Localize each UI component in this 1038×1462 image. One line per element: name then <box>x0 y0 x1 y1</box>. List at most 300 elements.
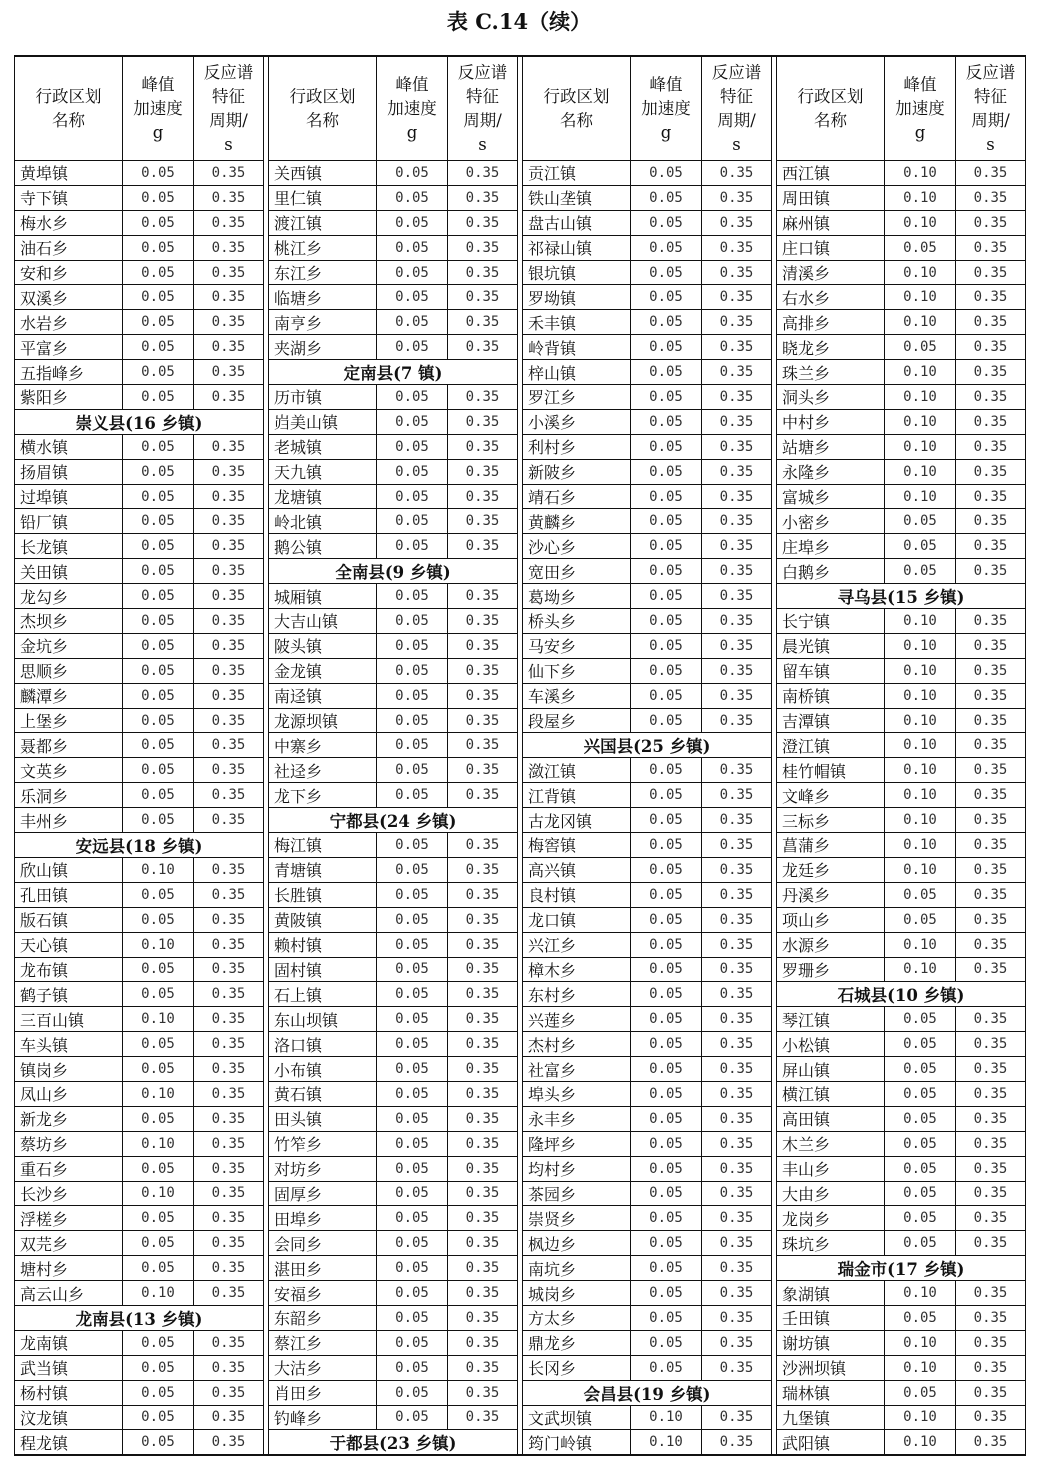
district-name-cell: 黄麟乡 <box>523 509 631 533</box>
characteristic-period-cell: 0.35 <box>465 1334 500 1351</box>
district-name-cell: 赖村镇 <box>269 933 377 957</box>
county-section-header: 全南县(9 乡镇) <box>269 559 517 584</box>
table-body <box>523 161 771 1454</box>
characteristic-period-cell: 0.35 <box>211 563 246 580</box>
peak-acceleration-cell: 0.10 <box>885 1281 956 1305</box>
characteristic-period-cell: 0.35 <box>211 1085 246 1102</box>
characteristic-period-cell: 0.35 <box>719 762 754 779</box>
peak-acceleration-cell: 0.05 <box>631 1032 702 1056</box>
district-name-cell: 青塘镇 <box>269 858 377 882</box>
table-row <box>777 808 1025 833</box>
table-row <box>777 1381 1025 1406</box>
peak-acceleration-cell: 0.05 <box>885 509 956 533</box>
district-name-cell: 崇贤乡 <box>523 1206 631 1230</box>
peak-acceleration-cell: 0.05 <box>123 360 194 384</box>
characteristic-period-cell: 0.35 <box>719 1235 754 1252</box>
characteristic-period-cell: 0.35 <box>973 1135 1008 1152</box>
district-name-cell: 长胜镇 <box>269 883 377 907</box>
table-row <box>269 410 517 435</box>
characteristic-period-cell: 0.35 <box>465 886 500 903</box>
peak-acceleration-cell: 0.05 <box>377 335 448 359</box>
characteristic-period-cell: 0.35 <box>719 289 754 306</box>
characteristic-period-cell: 0.35 <box>211 214 246 231</box>
table-row <box>777 1082 1025 1107</box>
district-name-cell: 罗珊乡 <box>777 958 885 982</box>
table-row <box>15 908 263 933</box>
table-row <box>269 1231 517 1256</box>
table-row <box>523 1430 771 1454</box>
district-name-cell: 留车镇 <box>777 659 885 683</box>
characteristic-period-cell: 0.35 <box>973 413 1008 430</box>
table-row <box>777 310 1025 335</box>
table-row <box>777 659 1025 684</box>
peak-acceleration-cell: 0.05 <box>885 883 956 907</box>
table-row <box>523 1132 771 1157</box>
district-name-cell: 大吉山镇 <box>269 609 377 633</box>
district-name-cell: 东村乡 <box>523 982 631 1006</box>
table-row <box>269 1132 517 1157</box>
district-name-cell: 三百山镇 <box>15 1007 123 1031</box>
characteristic-period-cell: 0.35 <box>465 762 500 779</box>
district-name-cell: 中寨乡 <box>269 733 377 757</box>
characteristic-period-cell: 0.35 <box>465 164 500 181</box>
district-name-cell: 仙下乡 <box>523 659 631 683</box>
peak-acceleration-cell: 0.05 <box>631 883 702 907</box>
characteristic-period-cell: 0.35 <box>973 861 1008 878</box>
table-row <box>269 1032 517 1057</box>
header-name-label: 行政区划 名称 <box>35 86 102 130</box>
header-pga <box>631 57 702 160</box>
characteristic-period-cell: 0.35 <box>465 1085 500 1102</box>
characteristic-period-cell: 0.35 <box>973 662 1008 679</box>
district-name-cell: 田头镇 <box>269 1107 377 1131</box>
peak-acceleration-cell: 0.05 <box>123 958 194 982</box>
district-name-cell: 扬眉镇 <box>15 460 123 484</box>
district-name-cell: 中村乡 <box>777 410 885 434</box>
peak-acceleration-cell: 0.05 <box>123 385 194 409</box>
characteristic-period-cell: 0.35 <box>465 438 500 455</box>
peak-acceleration-cell: 0.05 <box>631 609 702 633</box>
district-name-cell: 龙口镇 <box>523 908 631 932</box>
peak-acceleration-cell: 0.05 <box>377 783 448 807</box>
characteristic-period-cell: 0.35 <box>465 1135 500 1152</box>
peak-acceleration-cell: 0.10 <box>885 485 956 509</box>
peak-acceleration-cell: 0.05 <box>631 684 702 708</box>
district-name-cell: 小布镇 <box>269 1057 377 1081</box>
table-row <box>777 559 1025 584</box>
peak-acceleration-cell: 0.05 <box>885 534 956 558</box>
characteristic-period-cell: 0.35 <box>719 314 754 331</box>
district-name-cell: 浮槎乡 <box>15 1206 123 1230</box>
header-period-label: 反应谱 特征 周期/ s <box>457 62 508 154</box>
characteristic-period-cell: 0.35 <box>211 961 246 978</box>
district-name-cell: 盘古山镇 <box>523 211 631 235</box>
table-row <box>523 534 771 559</box>
characteristic-period-cell: 0.35 <box>973 463 1008 480</box>
district-name-cell: 茶园乡 <box>523 1182 631 1206</box>
peak-acceleration-cell: 0.05 <box>123 634 194 658</box>
peak-acceleration-cell: 0.05 <box>631 559 702 583</box>
characteristic-period-cell: 0.35 <box>973 339 1008 356</box>
peak-acceleration-cell: 0.10 <box>631 1430 702 1454</box>
peak-acceleration-cell: 0.10 <box>885 310 956 334</box>
district-name-cell: 历市镇 <box>269 385 377 409</box>
district-name-cell: 罗坳镇 <box>523 285 631 309</box>
district-name-cell: 珠坑乡 <box>777 1231 885 1255</box>
peak-acceleration-cell: 0.05 <box>885 1231 956 1255</box>
district-name-cell: 丰州乡 <box>15 808 123 832</box>
characteristic-period-cell: 0.35 <box>465 787 500 804</box>
county-section-header: 于都县(23 乡镇) <box>329 1434 457 1454</box>
table-row <box>777 335 1025 360</box>
peak-acceleration-cell: 0.05 <box>631 385 702 409</box>
table-row <box>15 933 263 958</box>
header-pga <box>377 57 448 160</box>
table-row <box>15 684 263 709</box>
peak-acceleration-cell: 0.10 <box>885 211 956 235</box>
table-row <box>523 982 771 1007</box>
district-name-cell: 南迳镇 <box>269 684 377 708</box>
peak-acceleration-cell: 0.05 <box>377 410 448 434</box>
district-name-cell: 珠兰乡 <box>777 360 885 384</box>
peak-acceleration-cell: 0.05 <box>377 161 448 185</box>
district-name-cell: 潋江镇 <box>523 758 631 782</box>
table-row <box>777 360 1025 385</box>
table-row <box>523 335 771 360</box>
peak-acceleration-cell: 0.05 <box>123 733 194 757</box>
table-row <box>269 186 517 211</box>
characteristic-period-cell: 0.35 <box>973 911 1008 928</box>
peak-acceleration-cell: 0.05 <box>631 1182 702 1206</box>
table-column-group-4 <box>776 57 1026 1454</box>
characteristic-period-cell: 0.35 <box>719 936 754 953</box>
table-row <box>269 1107 517 1132</box>
peak-acceleration-cell: 0.05 <box>631 1256 702 1280</box>
characteristic-period-cell: 0.35 <box>719 961 754 978</box>
table-row <box>523 584 771 609</box>
peak-acceleration-cell: 0.05 <box>377 1082 448 1106</box>
peak-acceleration-cell: 0.05 <box>631 1157 702 1181</box>
peak-acceleration-cell: 0.10 <box>885 783 956 807</box>
district-name-cell: 城岗乡 <box>523 1281 631 1305</box>
table-row <box>269 1281 517 1306</box>
characteristic-period-cell: 0.35 <box>719 538 754 555</box>
district-name-cell: 岿美山镇 <box>269 410 377 434</box>
characteristic-period-cell: 0.35 <box>211 1210 246 1227</box>
table-row <box>777 1356 1025 1381</box>
characteristic-period-cell: 0.35 <box>465 339 500 356</box>
district-name-cell: 永丰乡 <box>523 1107 631 1131</box>
table-row <box>15 634 263 659</box>
characteristic-period-cell: 0.35 <box>973 538 1008 555</box>
table-row <box>523 435 771 460</box>
district-name-cell: 大由乡 <box>777 1182 885 1206</box>
table-row <box>269 534 517 559</box>
peak-acceleration-cell: 0.10 <box>885 1331 956 1355</box>
characteristic-period-cell: 0.35 <box>719 1409 754 1426</box>
district-name-cell: 白鹅乡 <box>777 559 885 583</box>
peak-acceleration-cell: 0.05 <box>377 236 448 260</box>
peak-acceleration-cell: 0.05 <box>123 758 194 782</box>
table-row <box>15 559 263 584</box>
district-name-cell: 铁山垄镇 <box>523 186 631 210</box>
table-row <box>15 1331 263 1356</box>
table-row <box>777 634 1025 659</box>
peak-acceleration-cell: 0.05 <box>631 1107 702 1131</box>
table-row <box>523 236 771 261</box>
district-name-cell: 桥头乡 <box>523 609 631 633</box>
table-row <box>523 410 771 435</box>
table-row <box>269 1256 517 1281</box>
district-name-cell: 车溪乡 <box>523 684 631 708</box>
peak-acceleration-cell: 0.05 <box>631 360 702 384</box>
district-name-cell: 渡江镇 <box>269 211 377 235</box>
district-name-cell: 文英乡 <box>15 758 123 782</box>
header-period <box>194 57 263 160</box>
table-row <box>523 385 771 410</box>
peak-acceleration-cell: 0.10 <box>123 933 194 957</box>
peak-acceleration-cell: 0.05 <box>123 659 194 683</box>
table-header <box>15 57 263 161</box>
table-row <box>15 435 263 460</box>
characteristic-period-cell: 0.35 <box>719 239 754 256</box>
table-row <box>15 385 263 410</box>
characteristic-period-cell: 0.35 <box>465 538 500 555</box>
county-section-header: 瑞金市(17 乡镇) <box>777 1256 1025 1281</box>
peak-acceleration-cell: 0.05 <box>631 783 702 807</box>
peak-acceleration-cell: 0.05 <box>631 1281 702 1305</box>
characteristic-period-cell: 0.35 <box>719 612 754 629</box>
table-row <box>523 1331 771 1356</box>
district-name-cell: 禾丰镇 <box>523 310 631 334</box>
characteristic-period-cell: 0.35 <box>719 189 754 206</box>
table-row <box>523 186 771 211</box>
peak-acceleration-cell: 0.05 <box>377 435 448 459</box>
peak-acceleration-cell: 0.05 <box>377 1331 448 1355</box>
characteristic-period-cell: 0.35 <box>973 1061 1008 1077</box>
peak-acceleration-cell: 0.05 <box>377 1107 448 1131</box>
district-name-cell: 沙心乡 <box>523 534 631 558</box>
peak-acceleration-cell: 0.05 <box>631 982 702 1006</box>
table-row <box>15 982 263 1007</box>
peak-acceleration-cell: 0.10 <box>123 1007 194 1031</box>
peak-acceleration-cell: 0.10 <box>885 733 956 757</box>
district-name-cell: 天心镇 <box>15 933 123 957</box>
table-row <box>777 1132 1025 1157</box>
table-row <box>15 1182 263 1207</box>
county-section-header: 龙南县(13 乡镇) <box>15 1306 263 1331</box>
peak-acceleration-cell: 0.05 <box>123 1256 194 1280</box>
table-row <box>269 858 517 883</box>
characteristic-period-cell: 0.35 <box>465 1011 500 1028</box>
peak-acceleration-cell: 0.05 <box>123 1032 194 1056</box>
characteristic-period-cell: 0.35 <box>211 264 246 281</box>
table-row <box>269 236 517 261</box>
table-header <box>777 57 1025 161</box>
table-row <box>777 858 1025 883</box>
table-row <box>15 1281 263 1306</box>
peak-acceleration-cell: 0.05 <box>631 709 702 733</box>
characteristic-period-cell: 0.35 <box>465 961 500 978</box>
characteristic-period-cell: 0.35 <box>465 836 500 853</box>
district-name-cell: 晓龙乡 <box>777 335 885 359</box>
peak-acceleration-cell: 0.05 <box>123 186 194 210</box>
table-row <box>777 460 1025 485</box>
table-row <box>777 211 1025 236</box>
district-name-cell: 宽田乡 <box>523 559 631 583</box>
characteristic-period-cell: 0.35 <box>719 1085 754 1102</box>
characteristic-period-cell: 0.35 <box>719 588 754 605</box>
table-header <box>523 57 771 161</box>
characteristic-period-cell: 0.35 <box>719 986 754 1003</box>
district-name-cell: 小密乡 <box>777 509 885 533</box>
peak-acceleration-cell: 0.05 <box>885 908 956 932</box>
characteristic-period-cell: 0.35 <box>465 1309 500 1326</box>
table-row <box>15 460 263 485</box>
peak-acceleration-cell: 0.10 <box>885 684 956 708</box>
table-row <box>777 783 1025 808</box>
peak-acceleration-cell: 0.05 <box>377 310 448 334</box>
characteristic-period-cell: 0.35 <box>719 488 754 505</box>
characteristic-period-cell: 0.35 <box>465 737 500 754</box>
district-name-cell: 杨村镇 <box>15 1381 123 1405</box>
peak-acceleration-cell: 0.05 <box>377 684 448 708</box>
district-name-cell: 三标乡 <box>777 808 885 832</box>
characteristic-period-cell: 0.35 <box>973 1434 1008 1451</box>
peak-acceleration-cell: 0.05 <box>631 186 702 210</box>
district-name-cell: 马安乡 <box>523 634 631 658</box>
characteristic-period-cell: 0.35 <box>973 289 1008 306</box>
district-name-cell: 良村镇 <box>523 883 631 907</box>
district-name-cell: 黄埠镇 <box>15 161 123 185</box>
district-name-cell: 兴江乡 <box>523 933 631 957</box>
table-row <box>269 335 517 360</box>
characteristic-period-cell: 0.35 <box>211 1235 246 1252</box>
district-name-cell: 天九镇 <box>269 460 377 484</box>
characteristic-period-cell: 0.35 <box>211 737 246 754</box>
peak-acceleration-cell: 0.10 <box>885 161 956 185</box>
peak-acceleration-cell: 0.05 <box>377 833 448 857</box>
characteristic-period-cell: 0.35 <box>719 214 754 231</box>
peak-acceleration-cell: 0.05 <box>123 709 194 733</box>
characteristic-period-cell: 0.35 <box>211 339 246 356</box>
table-row <box>523 1281 771 1306</box>
table-row <box>777 1231 1025 1256</box>
district-name-cell: 菖蒲乡 <box>777 833 885 857</box>
district-name-cell: 黄石镇 <box>269 1082 377 1106</box>
district-name-cell: 梅窖镇 <box>523 833 631 857</box>
header-period <box>448 57 517 160</box>
district-name-cell: 鹅公镇 <box>269 534 377 558</box>
district-name-cell: 梅江镇 <box>269 833 377 857</box>
district-name-cell: 葛坳乡 <box>523 584 631 608</box>
characteristic-period-cell: 0.35 <box>465 637 500 654</box>
district-name-cell: 梓山镇 <box>523 360 631 384</box>
table-row <box>523 1406 771 1431</box>
table-row <box>15 1082 263 1107</box>
characteristic-period-cell: 0.35 <box>465 289 500 306</box>
table-row <box>777 285 1025 310</box>
characteristic-period-cell: 0.35 <box>973 1011 1008 1028</box>
table-row <box>15 609 263 634</box>
characteristic-period-cell: 0.35 <box>973 1334 1008 1351</box>
peak-acceleration-cell: 0.05 <box>123 1157 194 1181</box>
table-row <box>777 236 1025 261</box>
characteristic-period-cell: 0.35 <box>719 1160 754 1177</box>
peak-acceleration-cell: 0.05 <box>377 1281 448 1305</box>
district-name-cell: 横江镇 <box>777 1082 885 1106</box>
table-row <box>269 1007 517 1032</box>
district-name-cell: 塘村乡 <box>15 1256 123 1280</box>
characteristic-period-cell: 0.35 <box>465 687 500 704</box>
peak-acceleration-cell: 0.10 <box>123 1281 194 1305</box>
characteristic-period-cell: 0.35 <box>465 513 500 530</box>
peak-acceleration-cell: 0.05 <box>885 1032 956 1056</box>
characteristic-period-cell: 0.35 <box>973 1185 1008 1202</box>
table-row <box>777 485 1025 510</box>
table-row <box>523 1306 771 1331</box>
characteristic-period-cell: 0.35 <box>465 1036 500 1053</box>
district-name-cell: 洛口镇 <box>269 1032 377 1056</box>
table-row <box>269 1157 517 1182</box>
peak-acceleration-cell: 0.05 <box>123 485 194 509</box>
peak-acceleration-cell: 0.05 <box>123 161 194 185</box>
peak-acceleration-cell: 0.05 <box>631 1231 702 1255</box>
table-row <box>269 833 517 858</box>
header-name <box>269 57 377 160</box>
characteristic-period-cell: 0.35 <box>973 712 1008 729</box>
district-name-cell: 横水镇 <box>15 435 123 459</box>
characteristic-period-cell: 0.35 <box>973 1384 1008 1401</box>
characteristic-period-cell: 0.35 <box>719 413 754 430</box>
table-row <box>15 783 263 808</box>
header-pga-label: 峰值 加速度 g <box>133 74 183 142</box>
characteristic-period-cell: 0.35 <box>211 1135 246 1152</box>
characteristic-period-cell: 0.35 <box>465 712 500 729</box>
peak-acceleration-cell: 0.05 <box>885 1306 956 1330</box>
characteristic-period-cell: 0.35 <box>973 513 1008 530</box>
table-row <box>523 1157 771 1182</box>
table-row <box>269 485 517 510</box>
peak-acceleration-cell: 0.05 <box>123 509 194 533</box>
characteristic-period-cell: 0.35 <box>719 1334 754 1351</box>
peak-acceleration-cell: 0.05 <box>123 1057 194 1081</box>
peak-acceleration-cell: 0.05 <box>377 933 448 957</box>
peak-acceleration-cell: 0.05 <box>377 1032 448 1056</box>
peak-acceleration-cell: 0.05 <box>377 659 448 683</box>
peak-acceleration-cell: 0.10 <box>885 758 956 782</box>
characteristic-period-cell: 0.35 <box>211 1110 246 1127</box>
district-name-cell: 站塘乡 <box>777 435 885 459</box>
table-row <box>777 958 1025 983</box>
table-row <box>269 609 517 634</box>
characteristic-period-cell: 0.35 <box>211 762 246 779</box>
characteristic-period-cell: 0.35 <box>719 1434 754 1451</box>
district-name-cell: 田埠乡 <box>269 1206 377 1230</box>
district-name-cell: 长龙镇 <box>15 534 123 558</box>
characteristic-period-cell: 0.35 <box>211 1061 246 1077</box>
district-name-cell: 社迳乡 <box>269 758 377 782</box>
characteristic-period-cell: 0.35 <box>211 712 246 729</box>
table-row <box>15 310 263 335</box>
table-row <box>777 684 1025 709</box>
table-row <box>269 509 517 534</box>
characteristic-period-cell: 0.35 <box>465 936 500 953</box>
table-row <box>523 211 771 236</box>
characteristic-period-cell: 0.35 <box>973 687 1008 704</box>
peak-acceleration-cell: 0.10 <box>885 186 956 210</box>
peak-acceleration-cell: 0.05 <box>885 1057 956 1081</box>
